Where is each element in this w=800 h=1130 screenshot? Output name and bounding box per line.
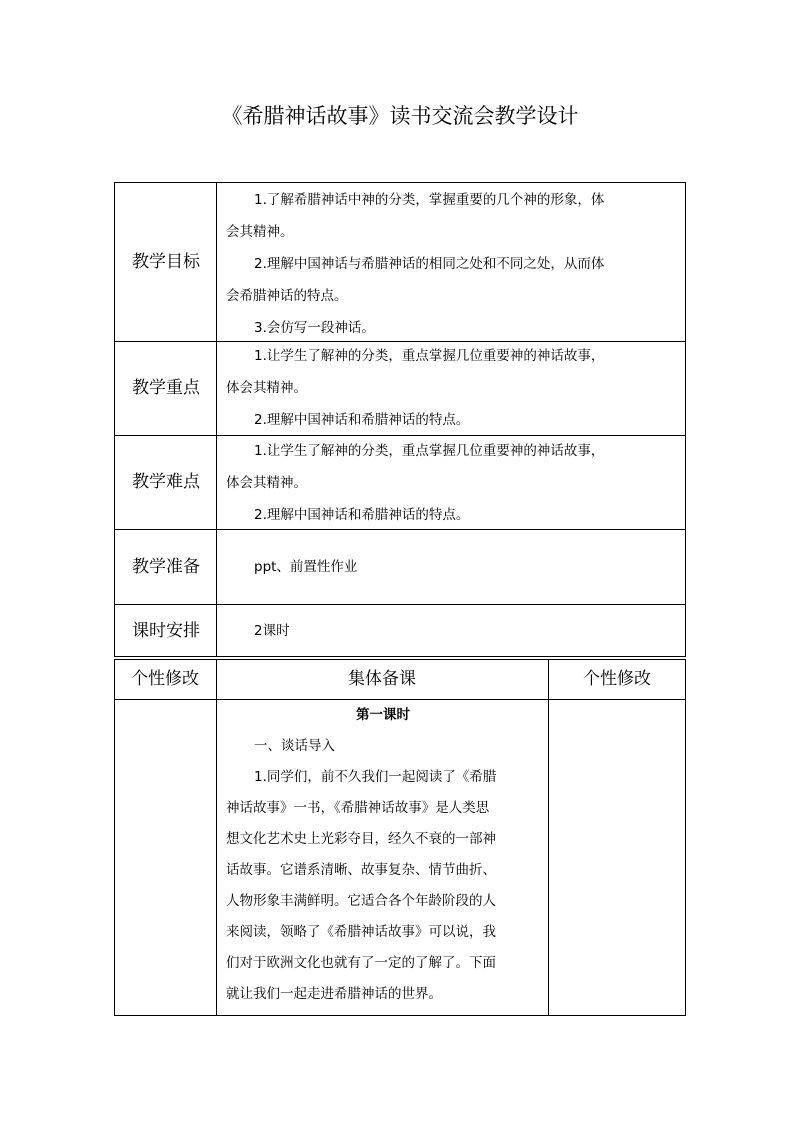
goals-line: 1.了解希腊神话中神的分类，掌握重要的几个神的形象，体 — [254, 192, 605, 208]
lesson-line: 神话故事》一书，《希腊神话故事》是人类思 — [226, 800, 490, 816]
focus-line: 体会其精神。 — [226, 380, 307, 396]
goals-line: 会其精神。 — [226, 224, 294, 240]
header-personal-edit-right: 个性修改 — [583, 669, 651, 689]
prep-text: ppt、前置性作业 — [254, 559, 358, 575]
focus-line: 1.让学生了解神的分类，重点掌握几位重要神的神话故事， — [254, 348, 605, 364]
schedule-text: 2课时 — [254, 623, 290, 639]
lesson-line: 人物形象丰满鲜明。它适合各个年龄阶段的人 — [226, 893, 496, 909]
row-label-schedule: 课时安排 — [132, 621, 200, 641]
focus-content — [226, 340, 680, 436]
lesson-content — [226, 700, 540, 1010]
goals-content — [226, 184, 680, 344]
header-personal-edit-left: 个性修改 — [131, 669, 199, 689]
row-label-goals: 教学目标 — [132, 252, 200, 272]
section-heading: 一、谈话导入 — [254, 738, 335, 754]
lesson-line: 就让我们一起走进希腊神话的世界。 — [226, 986, 442, 1002]
row-label-prep: 教学准备 — [132, 557, 200, 577]
info-table-column-divider — [216, 182, 217, 657]
difficulty-line: 体会其精神。 — [226, 475, 307, 491]
lesson-line: 话故事。它谱系清晰、故事复杂、情节曲折、 — [226, 862, 496, 878]
prep-content — [226, 551, 680, 583]
lesson-table-divider-left — [216, 659, 217, 1016]
lesson-line: 想文化艺术史上光彩夺目，经久不衰的一部神 — [226, 831, 496, 847]
goals-line: 3.会仿写一段神话。 — [254, 320, 375, 336]
header-collective-prep: 集体备课 — [348, 669, 416, 689]
difficulty-content — [226, 435, 680, 531]
difficulty-line: 2.理解中国神话和希腊神话的特点。 — [254, 507, 470, 523]
row-label-difficulty: 教学难点 — [132, 472, 200, 492]
lesson-title: 第一课时 — [356, 707, 410, 723]
goals-line: 会希腊神话的特点。 — [226, 288, 348, 304]
lesson-line: 1.同学们，前不久我们一起阅读了《希腊 — [254, 769, 497, 785]
schedule-content — [226, 615, 680, 647]
document-title: 《希腊神话故事》读书交流会教学设计 — [221, 104, 579, 128]
difficulty-line: 1.让学生了解神的分类，重点掌握几位重要神的神话故事， — [254, 443, 605, 459]
lesson-table-divider-right — [548, 659, 549, 1016]
row-divider — [114, 604, 686, 605]
lesson-line: 们对于欧洲文化也就有了一定的了解了。下面 — [226, 955, 496, 971]
focus-line: 2.理解中国神话和希腊神话的特点。 — [254, 412, 470, 428]
lesson-line: 来阅读，领略了《希腊神话故事》可以说，我 — [226, 924, 496, 940]
goals-line: 2.理解中国神话与希腊神话的相同之处和不同之处，从而体 — [254, 256, 605, 272]
row-label-focus: 教学重点 — [132, 378, 200, 398]
